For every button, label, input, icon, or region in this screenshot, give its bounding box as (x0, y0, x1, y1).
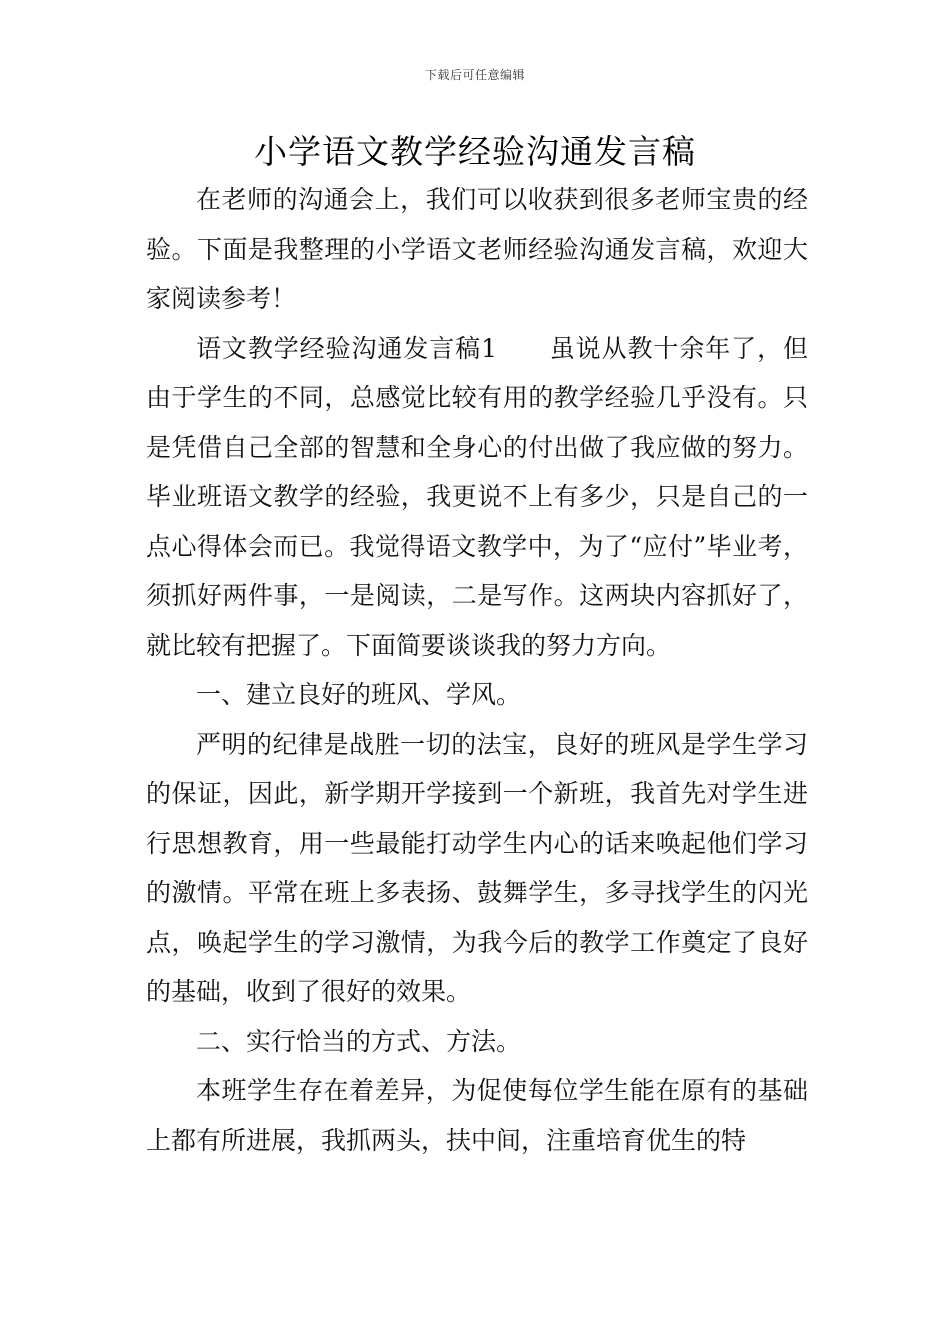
section-heading-1: 一、建立良好的班风、学风。 (196, 680, 522, 709)
section-heading-2: 二、实行恰当的方式、方法。 (196, 1026, 522, 1056)
document-body (146, 175, 808, 1165)
paragraph-speech-1: 语文教学经验沟通发言稿1 虽说从教十余年了，但由于学生的不同，总感觉比较有用的教学经验几乎没有。只是凭借自己全部的智慧和全身心的付出做了我应做的努力。毕业班语文教学的经验，我更说不上有多少，只是自己的一点心得体会而已。我觉得语文教学中，为了“应付”毕业考，须抓好两件事，一是阅读，二是写作。这两块内容抓好了，就比较有把握了。下面简要谈谈我的努力方向。 (146, 333, 808, 660)
paragraph-methods: 本班学生存在着差异，为促使每位学生能在原有的基础上都有所进展，我抓两头，扶中间，注重培育优生的特 (146, 1076, 808, 1155)
document-title: 小学语文教学经验沟通发言稿 (254, 132, 696, 171)
paragraph-intro: 在老师的沟通会上，我们可以收获到很多老师宝贵的经验。下面是我整理的小学语文老师经验沟通发言稿，欢迎大家阅读参考！ (146, 185, 808, 313)
paragraph-class-discipline: 严明的纪律是战胜一切的法宝，良好的班风是学生学习的保证，因此，新学期开学接到一个新班，我首先对学生进行思想教育，用一些最能打动学生内心的话来唤起他们学习的激情。平常在班上多表扬、鼓舞学生，多寻找学生的闪光点，唤起学生的学习激情，为我今后的教学工作奠定了良好的基础，收到了很好的效果。 (146, 729, 808, 1006)
header-note: 下载后可任意编辑 (424, 68, 525, 82)
